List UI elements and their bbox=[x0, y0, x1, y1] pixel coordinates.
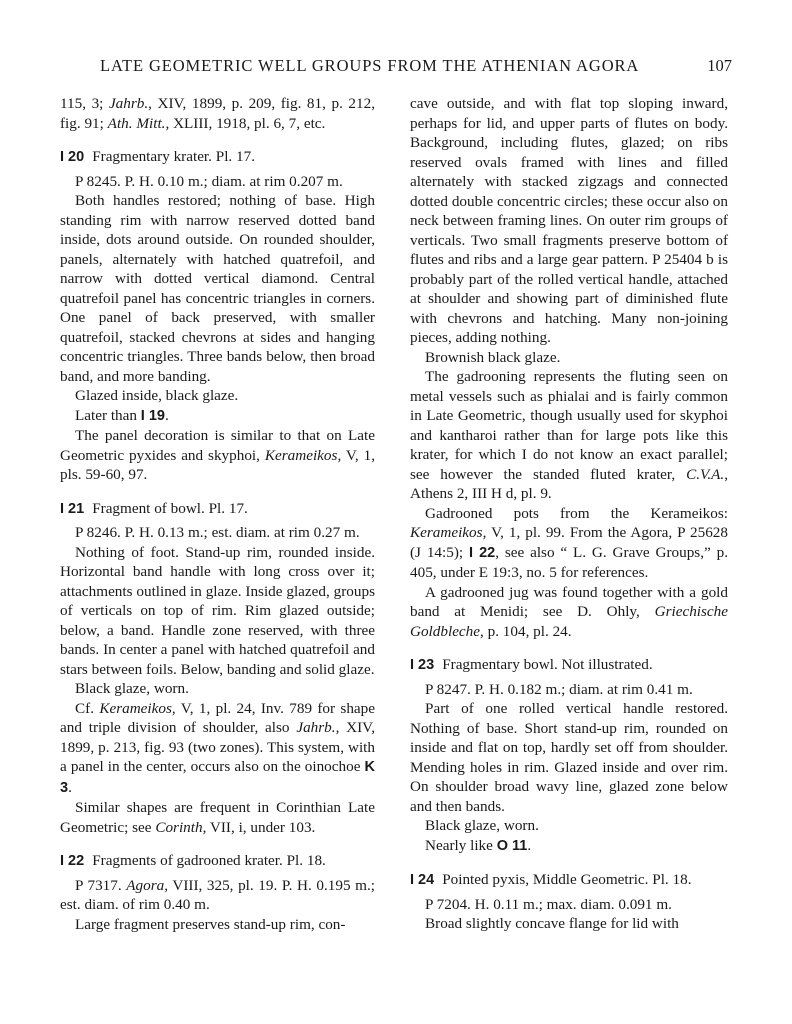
entry-comment: Gadrooned pots from the Kerameikos: Kerameikos, V, 1, pl. 99. From the Agora, P 25628 (J 14:5); I 22, see also “ L. G. Grave Groups,” p. 405, under E 19:3, no. 5 for references. bbox=[410, 504, 729, 581]
intro-references: 115, 3; Jahrb., XIV, 1899, p. 209, fig. 81, p. 212, fig. 91; Ath. Mitt., XLIII, 1918, pl. 6, 7, etc. bbox=[60, 95, 375, 132]
entry-i21-heading bbox=[60, 499, 375, 520]
running-title: LATE GEOMETRIC WELL GROUPS FROM THE ATHENIAN AGORA bbox=[100, 56, 640, 75]
entry-meta: P 7317. Agora, VIII, 325, pl. 19. P. H. 0.195 m.; est. diam. of rim 0.40 m. bbox=[60, 876, 375, 913]
entry-id: I 21 bbox=[60, 500, 85, 517]
entry-description: Part of one rolled vertical handle restored. Nothing of base. Short stand-up rim, rounded on inside and flat on top, hardly set off from shoulder. Mending holes in rim. Glazed inside and over rim. On shoulder broad wavy line, glazed zone below and then bands. bbox=[410, 700, 728, 815]
entry-glaze: Brownish black glaze. bbox=[425, 348, 561, 366]
entry-comparison: Cf. Kerameikos, V, 1, pl. 24, Inv. 789 for shape and triple division of shoulder, also Jahrb., XIV, 1899, p. 213, fig. 93 (two zones). This system, with a panel in the center, occurs also on the oinochoe K 3. bbox=[60, 699, 375, 796]
running-header bbox=[60, 56, 732, 80]
entry-description: Broad slightly concave flange for lid with bbox=[425, 915, 679, 932]
entry-i24-heading bbox=[410, 870, 728, 891]
entry-title: Fragmentary bowl. Not illustrated. bbox=[442, 656, 653, 673]
entry-meta: P 7204. H. 0.11 m.; max. diam. 0.091 m. bbox=[425, 895, 672, 913]
page-number: 107 bbox=[707, 56, 732, 75]
entry-i20-heading bbox=[60, 147, 375, 168]
entry-title: Pointed pyxis, Middle Geometric. Pl. 18. bbox=[442, 871, 692, 888]
entry-description: Both handles restored; nothing of base. High standing rim with narrow reserved dotted band inside, dots around outside. On rounded shoulder, panels, alternately with hatched quatrefoil, and narrow with dotted vertical diamond. Central quatrefoil panel has concentric triangles in corners. One panel of back preserved, with smaller quatrefoil, stacked chevrons at sides and hanging concentric triangles. Three bands below, then broad band, and more banding. bbox=[60, 192, 375, 385]
entry-description: Large fragment preserves stand-up rim, con- bbox=[75, 915, 346, 933]
entry-comment: A gadrooned jug was found together with a gold band at Menidi; see D. Ohly, Griechische Goldbleche, p. 104, pl. 24. bbox=[410, 583, 728, 640]
entry-meta: P 8246. P. H. 0.13 m.; est. diam. at rim 0.27 m. bbox=[75, 524, 360, 541]
right-column bbox=[410, 94, 728, 934]
left-column bbox=[60, 94, 375, 934]
entry-title: Fragments of gadrooned krater. Pl. 18. bbox=[92, 852, 326, 869]
entry-description-continued: cave outside, and with flat top sloping inward, perhaps for lid, and upper parts of flutes on body. Background, including flutes, glazed; on ribs reserved ovals framed with lines and filled alternately with stacked zigzags and connected dotted double concentric circles; these occur also on neck between framing lines. On outer rim groups of verticals. Two small fragments preserve bottom of flutes and ribs and a large gear pattern. P 25404 b is probably part of the rolled vertical handle, attached at shoulder and showing part of diminished flute with chevrons and hatching. Many non-joining pieces, adding nothing. bbox=[410, 95, 728, 346]
entry-id: I 23 bbox=[410, 657, 435, 673]
entry-glaze: Black glaze, worn. bbox=[75, 680, 189, 697]
entry-i23-heading bbox=[410, 655, 728, 676]
entry-id: I 24 bbox=[410, 872, 435, 888]
entry-comment: Similar shapes are frequent in Corinthian Late Geometric; see Corinth, VII, i, under 103. bbox=[60, 799, 375, 836]
entry-meta: P 8247. P. H. 0.182 m.; diam. at rim 0.41 m. bbox=[425, 680, 693, 698]
entry-glaze: Glazed inside, black glaze. bbox=[75, 387, 239, 404]
entry-title: Fragment of bowl. Pl. 17. bbox=[92, 499, 248, 517]
entry-title: Fragmentary krater. Pl. 17. bbox=[92, 148, 255, 165]
entry-i22-heading bbox=[60, 851, 375, 872]
entry-comment: The gadrooning represents the fluting seen on metal vessels such as phialai and is fairly common in Late Geometric, though usually used for skyphoi and kantharoi rather than for large pots like this krater, for which I do not know an exact parallel; see however the standed fluted krater, C.V.A., Athens 2, III H d, pl. 9. bbox=[410, 368, 728, 502]
entry-meta: P 8245. P. H. 0.10 m.; diam. at rim 0.207 m. bbox=[75, 172, 343, 190]
entry-id: I 20 bbox=[60, 149, 85, 165]
entry-dating: Later than I 19. bbox=[75, 406, 169, 424]
entry-comment: The panel decoration is similar to that on Late Geometric pyxides and skyphoi, Kerameikos, V, 1, pls. 59-60, 97. bbox=[60, 427, 376, 483]
entry-glaze: Black glaze, worn. bbox=[425, 817, 539, 834]
entry-description: Nothing of foot. Stand-up rim, rounded inside. Horizontal band handle with long cross over it; attachments outlined in glaze. Inside glazed, groups of verticals on top of rim. Rim glazed outside; below, a band. Handle zone reserved, with three bands. In center a panel with hatched quatrefoil and stars between foils. Below, banding and solid glaze. bbox=[60, 543, 375, 678]
entry-id: I 22 bbox=[60, 853, 85, 869]
entry-comparison: Nearly like O 11. bbox=[425, 836, 532, 854]
